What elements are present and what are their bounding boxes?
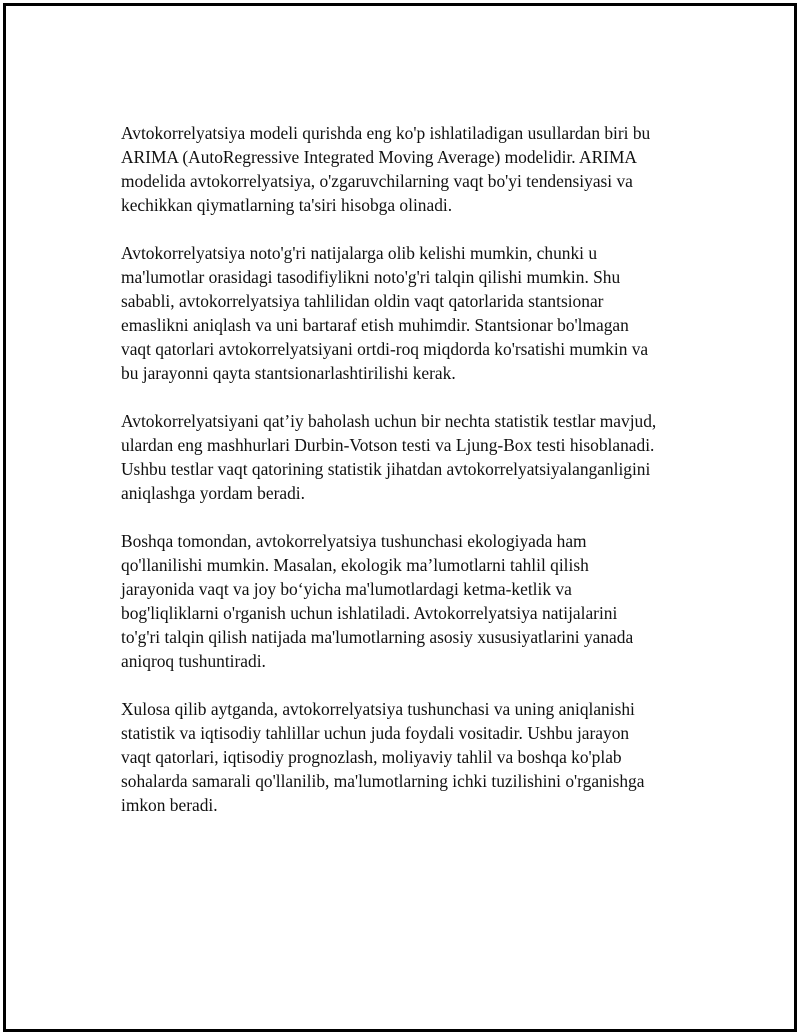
text-line: Avtokorrelyatsiya modeli qurishda eng ko'p ishlatiladigan usullardan biri bu xyxy=(121,123,651,143)
document-body xyxy=(121,121,701,841)
text-line: ARIMA (AutoRegressive Integrated Moving Average) modelidir. ARIMA xyxy=(121,147,637,167)
text-line: qo'llanilishi mumkin. Masalan, ekologik ma’lumotlarni tahlil qilish xyxy=(121,555,589,575)
text-line: Xulosa qilib aytganda, avtokorrelyatsiya tushunchasi va uning aniqlanishi xyxy=(121,699,635,719)
text-line: vaqt qatorlari avtokorrelyatsiyani ortdi-roq miqdorda ko'rsatishi mumkin va xyxy=(121,339,649,359)
text-line: kechikkan qiymatlarning ta'siri hisobga olinadi. xyxy=(121,195,453,215)
text-line: sababli, avtokorrelyatsiya tahlilidan oldin vaqt qatorlarida stantsionar xyxy=(121,291,604,311)
text-line: Avtokorrelyatsiyani qat’iy baholash uchun bir nechta statistik testlar mavjud, xyxy=(121,411,657,431)
text-line: ulardan eng mashhurlari Durbin-Votson testi va Ljung-Box testi hisoblanadi. xyxy=(121,435,655,455)
text-line: bu jarayonni qayta stantsionarlashtirilishi kerak. xyxy=(121,363,456,383)
text-line: aniqlashga yordam beradi. xyxy=(121,483,305,503)
text-line: jarayonida vaqt va joy bo‘yicha ma'lumotlardagi ketma-ketlik va xyxy=(121,579,572,599)
text-line: statistik va iqtisodiy tahlillar uchun juda foydali vositadir. Ushbu jarayon xyxy=(121,723,630,743)
text-line: ma'lumotlar orasidagi tasodifiylikni noto'g'ri talqin qilishi mumkin. Shu xyxy=(121,267,621,287)
paragraph-1 xyxy=(121,121,701,217)
text-line: Ushbu testlar vaqt qatorining statistik jihatdan avtokorrelyatsiyalanganligini xyxy=(121,459,651,479)
page-border xyxy=(3,3,797,1032)
text-line: emaslikni aniqlash va uni bartaraf etish muhimdir. Stantsionar bo'lmagan xyxy=(121,315,629,335)
text-line: Avtokorrelyatsiya noto'g'ri natijalarga olib kelishi mumkin, chunki u xyxy=(121,243,598,263)
paragraph-3 xyxy=(121,409,701,505)
text-line: Boshqa tomondan, avtokorrelyatsiya tushunchasi ekologiyada ham xyxy=(121,531,587,551)
paragraph-4 xyxy=(121,529,701,673)
text-line: to'g'ri talqin qilish natijada ma'lumotlarning asosiy xususiyatlarini yanada xyxy=(121,627,634,647)
paragraph-2 xyxy=(121,241,701,385)
paragraph-5 xyxy=(121,697,701,817)
text-line: aniqroq tushuntiradi. xyxy=(121,651,266,671)
text-line: sohalarda samarali qo'llanilib, ma'lumotlarning ichki tuzilishini o'rganishga xyxy=(121,771,645,791)
text-line: modelida avtokorrelyatsiya, o'zgaruvchilarning vaqt bo'yi tendensiyasi va xyxy=(121,171,633,191)
text-line: vaqt qatorlari, iqtisodiy prognozlash, moliyaviy tahlil va boshqa ko'plab xyxy=(121,747,622,767)
text-line: bog'liqliklarni o'rganish uchun ishlatiladi. Avtokorrelyatsiya natijalarini xyxy=(121,603,618,623)
text-line: imkon beradi. xyxy=(121,795,218,815)
